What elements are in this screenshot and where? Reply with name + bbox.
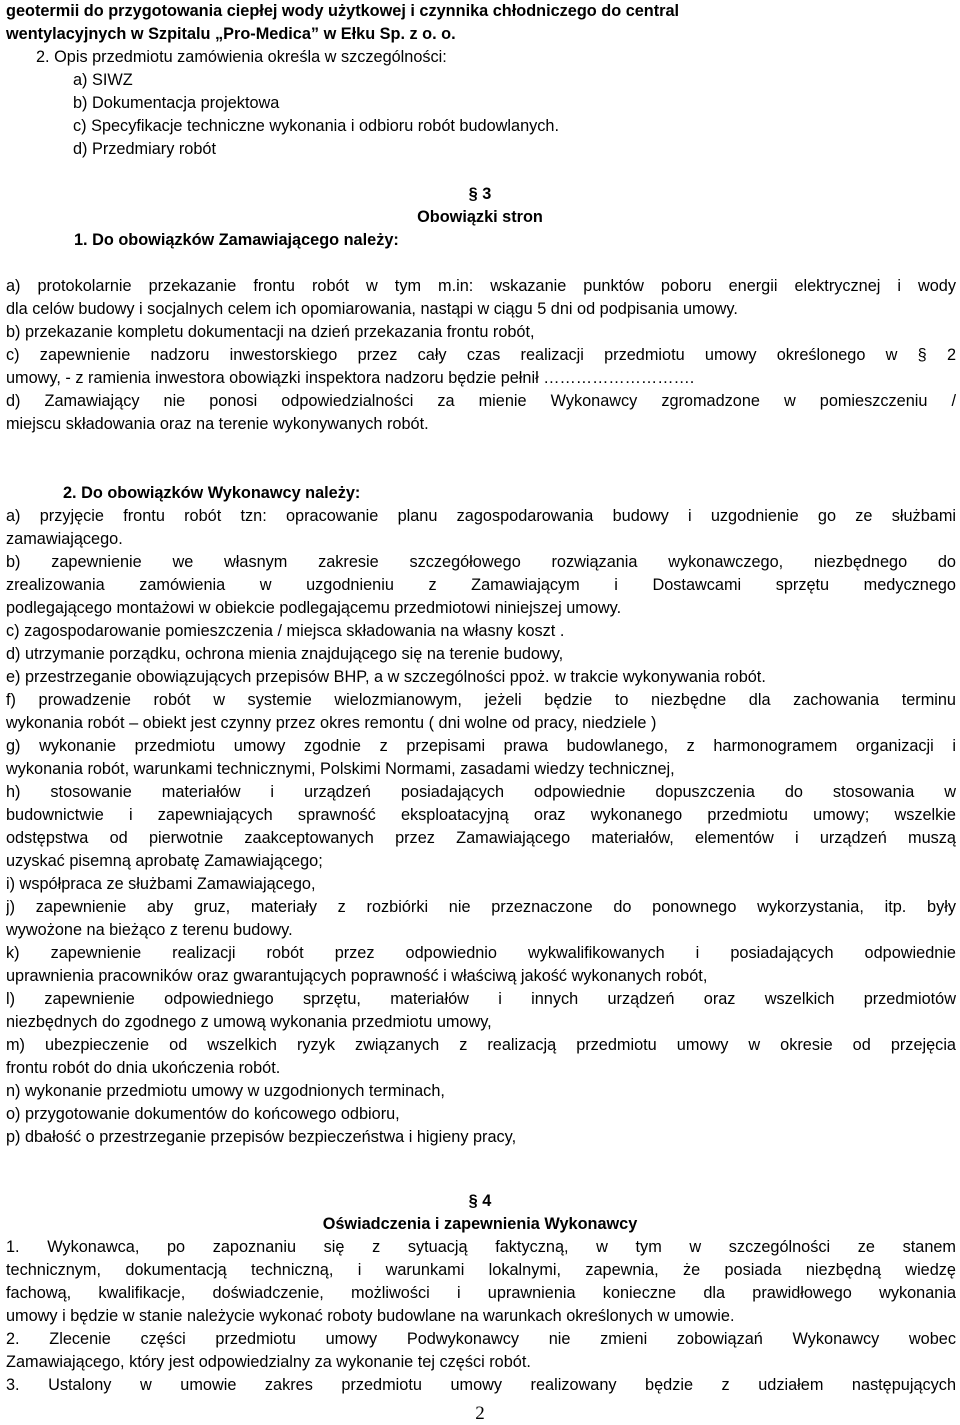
obowiazki-line: dla celów budowy i socjalnych celem ich opomiarowania, nastąpi w ciągu 5 dni od podpisania umowy. [6, 300, 738, 318]
oswiadczenia-line: technicznym, dokumentacją techniczną, i warunkami lokalnymi, zapewnia, że posiada niezbędną wiedzę [6, 1261, 956, 1279]
section-3-number: § 3 [468, 185, 492, 203]
wykonawca-line: k) zapewnienie realizacji robót przez odpowiednio wykwalifikowanych i posiadających odpowiednie [6, 944, 956, 962]
section-4-number: § 4 [468, 1192, 492, 1210]
section-3-title: Obowiązki stron [417, 208, 543, 226]
wykonawca-line: d) utrzymanie porządku, ochrona mienia znajdującego się na terenie budowy, [6, 645, 564, 663]
obowiazki-line: a) protokolarnie przekazanie frontu robót w tym m.in: wskazanie punktów poboru energii elektrycznej i wody [6, 277, 956, 295]
opis-item-d: d) Przedmiary robót [73, 140, 216, 158]
wykonawca-line: l) zapewnienie odpowiedniego sprzętu, materiałów i innych urządzeń oraz wszelkich przedmiotów [6, 990, 956, 1008]
opis-item-b: b) Dokumentacja projektowa [73, 94, 280, 112]
oswiadczenia-line: 1. Wykonawca, po zapoznaniu się z sytuacją faktyczną, w tym w szczególności ze stanem [6, 1238, 956, 1256]
wykonawca-line: o) przygotowanie dokumentów do końcowego odbioru, [6, 1105, 400, 1123]
wykonawca-line: c) zagospodarowanie pomieszczenia / miejsca składowania na własny koszt . [6, 622, 565, 640]
oswiadczenia-line: umowy i będzie w stanie należycie wykonać roboty budowlane na warunkach określonych w umowie. [6, 1307, 735, 1325]
wykonawca-line: wykonania robót – obiekt jest czynny przez okres remontu ( dni wolne od pracy, niedziele ) [6, 714, 657, 732]
wykonawca-line: odstępstwa od pierwotnie zaakceptowanych przez Zamawiającego materiałów, elementów i urządzeń muszą [6, 829, 956, 847]
obowiazki-line: miejscu składowania oraz na terenie wykonywanych robót. [6, 415, 429, 433]
wykonawca-line: p) dbałość o przestrzeganie przepisów bezpieczeństwa i higieny pracy, [6, 1128, 517, 1146]
oswiadczenia-line: 2. Zlecenie części przedmiotu umowy Podwykonawcy nie zmieni zobowiązań Wykonawcy wobec [6, 1330, 956, 1348]
opis-item-a: a) SIWZ [73, 71, 133, 89]
wykonawca-line: zamawiającego. [6, 530, 123, 548]
wykonawca-line: b) zapewnienie we własnym zakresie szczegółowego rozwiązania wykonawczego, niezbędnego do [6, 553, 956, 571]
wykonawca-line: g) wykonanie przedmiotu umowy zgodnie z przepisami prawa budowlanego, z harmonogramem organizacji i [6, 737, 956, 755]
header-line-1: geotermii do przygotowania ciepłej wody użytkowej i czynnika chłodniczego do central [6, 2, 680, 20]
wykonawca-line: budownictwie i zapewniających sprawność eksploatacyjną oraz wykonanego przedmiotu umowy; wszelkie [6, 806, 956, 824]
wykonawca-line: zrealizowania zamówienia w uzgodnieniu z Zamawiającym i Dostawcami sprzętu medycznego [6, 576, 956, 594]
obowiazki-line: c) zapewnienie nadzoru inwestorskiego przez cały czas realizacji przedmiotu umowy określonego w § 2 [6, 346, 956, 364]
wykonawca-line: i) współpraca ze służbami Zamawiającego, [6, 875, 316, 893]
wykonawca-line: h) stosowanie materiałów i urządzeń posiadających odpowiednie dopuszczenia do stosowania w [6, 783, 956, 801]
wykonawca-line: uprawnienia pracowników oraz gwarantujących poprawność i właściwą jakość wykonanych robót, [6, 967, 708, 985]
wykonawca-line: a) przyjęcie frontu robót tzn: opracowanie planu zagospodarowania budowy i uzgodnienie go ze służbami [6, 507, 956, 525]
zamawiajacy-heading: 1. Do obowiązków Zamawiającego należy: [74, 231, 399, 249]
obowiazki-line: umowy, - z ramienia inwestora obowiązki inspektora nadzoru będzie pełnił ………………………. [6, 369, 695, 387]
wykonawca-line: e) przestrzeganie obowiązujących przepisów BHP, a w szczególności ppoż. w trakcie wykonywania robót. [6, 668, 766, 686]
oswiadczenia-line: fachową, kwalifikacje, doświadczenie, możliwości i uprawnienia konieczne dla prawidłowego wykonania [6, 1284, 956, 1302]
wykonawca-line: m) ubezpieczenie od wszelkich ryzyk związanych z realizacją przedmiotu umowy w okresie od przejęcia [6, 1036, 956, 1054]
wykonawca-heading: 2. Do obowiązków Wykonawcy należy: [63, 484, 361, 502]
opis-item-c: c) Specyfikacje techniczne wykonania i odbioru robót budowlanych. [73, 117, 559, 135]
wykonawca-line: f) prowadzenie robót w systemie wielozmianowym, jeżeli będzie to niezbędne dla zachowania terminu [6, 691, 956, 709]
opis-intro: 2. Opis przedmiotu zamówienia określa w szczególności: [36, 48, 447, 66]
header-line-2: wentylacyjnych w Szpitalu „Pro-Medica” w Ełku Sp. z o. o. [6, 25, 456, 43]
wykonawca-line: podlegającego montażowi w obiekcie podlegającemu przedmiotowi niniejszej umowy. [6, 599, 622, 617]
wykonawca-line: n) wykonanie przedmiotu umowy w uzgodnionych terminach, [6, 1082, 445, 1100]
oswiadczenia-line: Zamawiającego, który jest odpowiedzialny za wykonanie tej części robót. [6, 1353, 531, 1371]
section-4-title: Oświadczenia i zapewnienia Wykonawcy [322, 1215, 638, 1233]
oswiadczenia-line: 3. Ustalony w umowie zakres przedmiotu umowy realizowany będzie z udziałem następujących [6, 1376, 956, 1394]
page-number: 2 [475, 1403, 485, 1424]
wykonawca-line: wykonania robót, warunkami technicznymi, Polskimi Normami, zasadami wiedzy technicznej, [6, 760, 675, 778]
wykonawca-line: niezbędnych do zgodnego z umową wykonania przedmiotu umowy, [6, 1013, 492, 1031]
wykonawca-line: wywożone na bieżąco z terenu budowy. [6, 921, 293, 939]
wykonawca-line: frontu robót do dnia ukończenia robót. [6, 1059, 281, 1077]
wykonawca-line: uzyskać pisemną aprobatę Zamawiającego; [6, 852, 323, 870]
obowiazki-line: d) Zamawiający nie ponosi odpowiedzialności za mienie Wykonawcy zgromadzone w pomieszczeniu / [6, 392, 956, 410]
obowiazki-line: b) przekazanie kompletu dokumentacji na dzień przekazania frontu robót, [6, 323, 535, 341]
wykonawca-line: j) zapewnienie aby gruz, materiały z rozbiórki nie przeznaczone do ponownego wykorzystania, itp. były [6, 898, 956, 916]
